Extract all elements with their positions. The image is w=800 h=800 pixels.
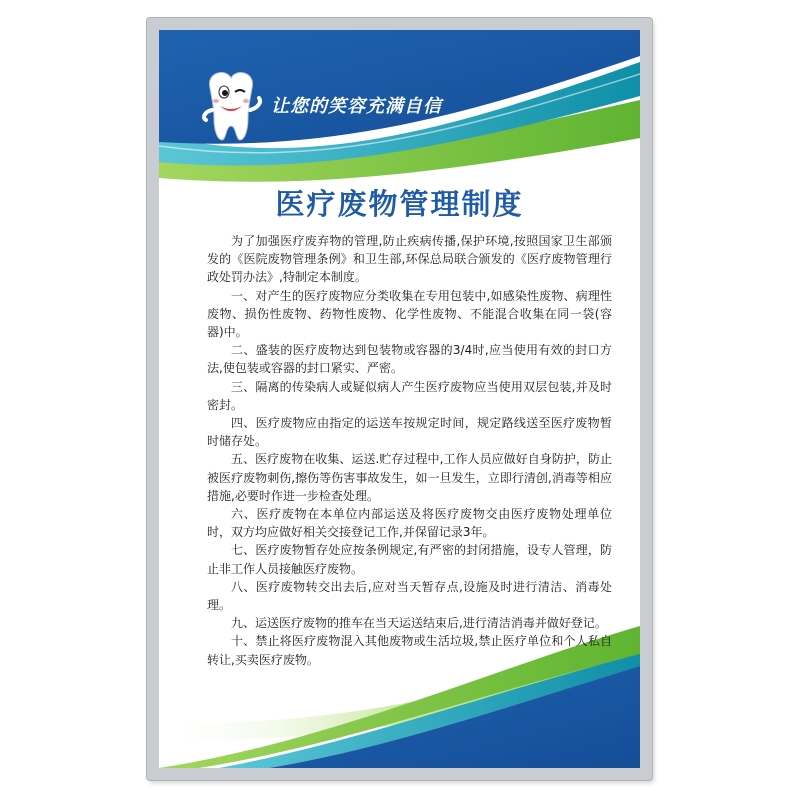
rule-3: 三、隔离的传染病人或疑似病人产生医疗废物应当使用双层包装,并及时密封。 — [207, 379, 612, 412]
rule-10: 十、禁止将医疗废物混入其他废物或生活垃圾,禁止医疗单位和个人私自转让,买卖医疗废物。 — [207, 634, 612, 667]
rule-8: 八、医疗废物转交出去后,应对当天暂存点,设施及时进行清洁、消毒处理。 — [207, 579, 612, 613]
poster-frame — [147, 18, 652, 780]
rule-9: 九、运送医疗废物的推车在当天运送结束后,进行清洁消毒并做好登记。 — [231, 616, 607, 631]
slogan: 让您的笑容充满自信 — [271, 96, 442, 117]
rule-6: 六、医疗废物在本单位内部运送及将医疗废物交由医疗废物处理单位时，双方均应做好相关交接登记工作,并保留记录3年。 — [207, 507, 612, 540]
regulation-text — [207, 232, 612, 669]
intro-paragraph: 为了加强医疗废弃物的管理,防止疾病传播,保护环境,按照国家卫生部颁发的《医院废物管理条例》和卫生部,环保总局联合颁发的《医疗废物管理行政处罚办法》,特制定本制度。 — [207, 234, 612, 285]
rule-5: 五、医疗废物在收集、运送.贮存过程中,工作人员应做好自身防护，防止被医疗废物刺伤,擦伤等伤害事故发生，如一旦发生，立即行清创,消毒等相应措施,必要时作进一步检查处理。 — [207, 452, 612, 503]
rule-1: 一、对产生的医疗废物应分类收集在专用包装中,如感染性废物、病理性废物、损伤性废物、药物性废物、化学性废物、不能混合收集在同一袋(容器)中。 — [207, 288, 612, 340]
rule-4: 四、医疗废物应由指定的运送车按规定时间，规定路线送至医疗废物暂时储存处。 — [207, 416, 612, 449]
rule-7: 七、医疗废物暂存处应按条例规定,有严密的封闭措施，设专人管理，防止非工作人员接触医疗废物。 — [207, 543, 612, 576]
rule-2: 二、盛装的医疗废物达到包装物或容器的3/4时,应当使用有效的封口方法,使包装或容器的封口紧实、严密。 — [207, 343, 612, 376]
poster — [159, 30, 640, 768]
page-title: 医疗废物管理制度 — [275, 187, 524, 221]
tooth-mascot-icon — [196, 70, 266, 144]
